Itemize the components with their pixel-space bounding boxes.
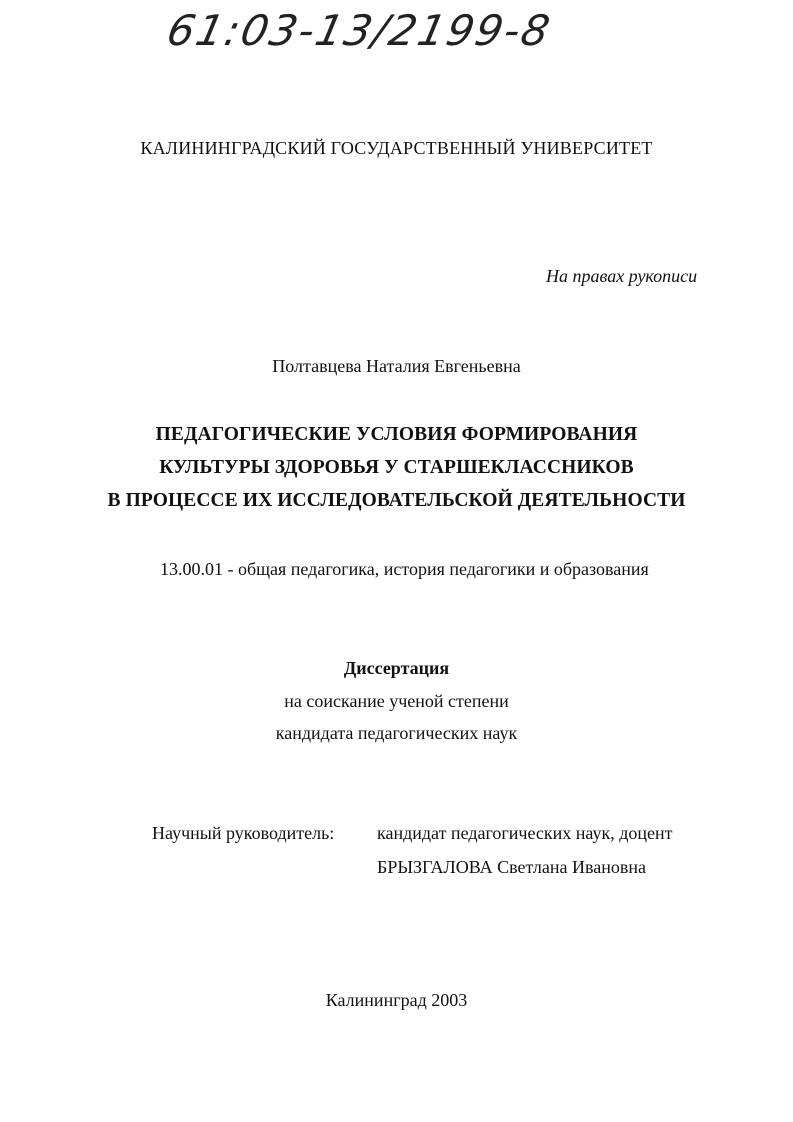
supervisor-rank: кандидат педагогических наук, доцент xyxy=(377,823,673,843)
title-line: КУЛЬТУРЫ ЗДОРОВЬЯ У СТАРШЕКЛАССНИКОВ xyxy=(159,457,634,478)
title-line: ПЕДАГОГИЧЕСКИЕ УСЛОВИЯ ФОРМИРОВАНИЯ xyxy=(155,424,638,445)
university-name: КАЛИНИНГРАДСКИЙ ГОСУДАРСТВЕННЫЙ УНИВЕРСИТЕТ xyxy=(140,138,653,158)
handwritten-catalog-number: 61:03-13/2199-8 xyxy=(162,6,556,55)
work-type: Диссертация xyxy=(343,658,450,678)
manuscript-rights-note: На правах рукописи xyxy=(546,266,698,286)
city-year: Калининград 2003 xyxy=(325,990,468,1010)
supervisor-name: БРЫЗГАЛОВА Светлана Ивановна xyxy=(377,857,646,877)
degree-line: кандидата педагогических наук xyxy=(275,723,518,743)
author-name: Полтавцева Наталия Евгеньевна xyxy=(272,356,521,376)
specialty-code: 13.00.01 - общая педагогика, история педагогики и образования xyxy=(160,559,649,579)
supervisor-label: Научный руководитель: xyxy=(152,823,335,843)
title-line: В ПРОЦЕССЕ ИХ ИССЛЕДОВАТЕЛЬСКОЙ ДЕЯТЕЛЬНОСТИ xyxy=(107,490,686,511)
degree-line: на соискание ученой степени xyxy=(284,691,509,711)
